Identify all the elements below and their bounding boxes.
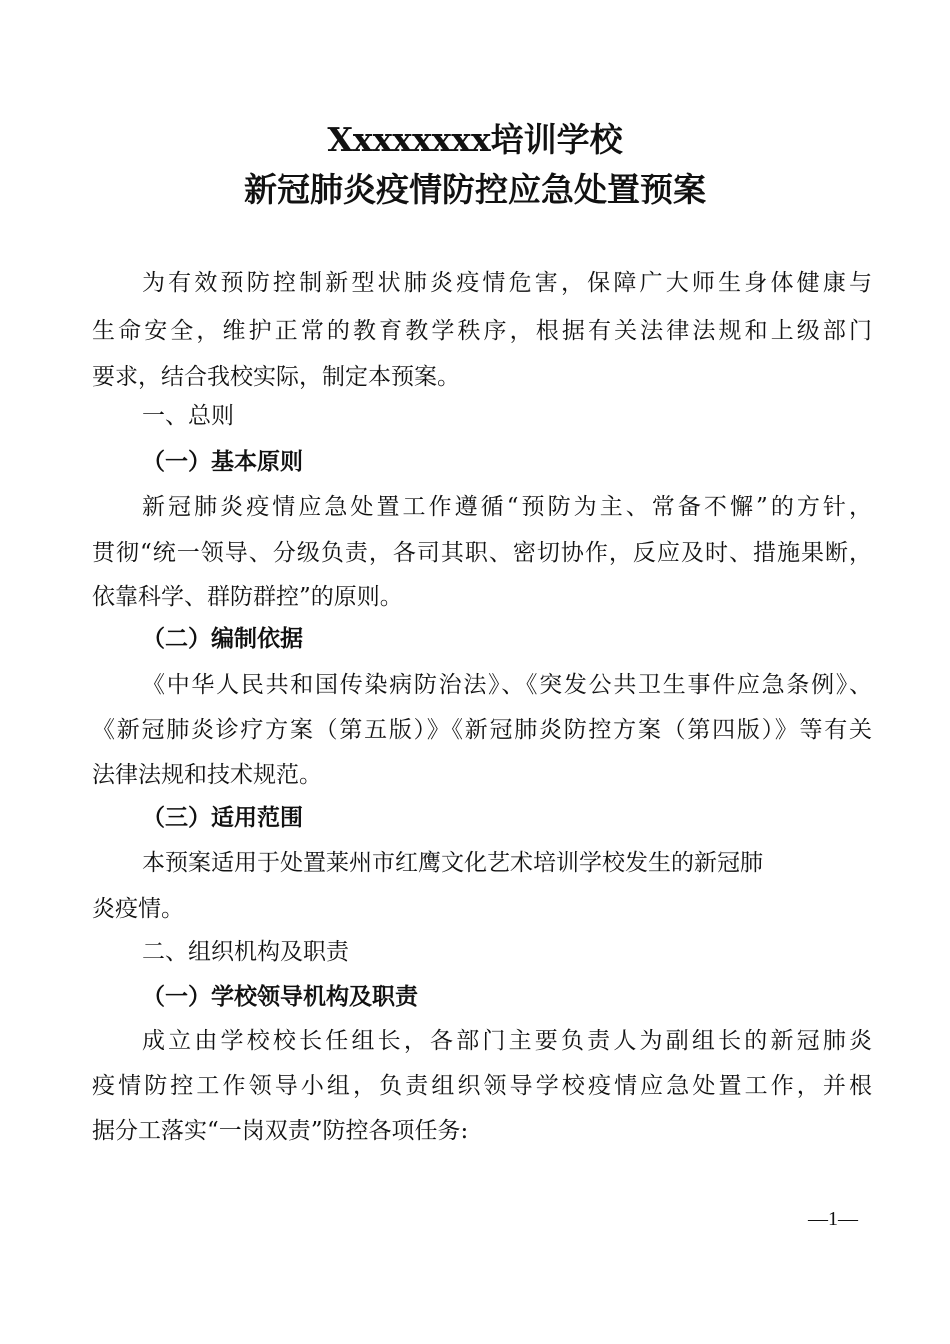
document-title-line-1: Xxxxxxxx培训学校 <box>327 120 623 159</box>
section-1-sub-1-line-1: 新冠肺炎疫情应急处置工作遵循“预防为主、常备不懈”的方针， <box>142 494 872 520</box>
section-1-heading: 一、总则 <box>142 403 234 429</box>
section-2-sub-1-line-1: 成立由学校校长任组长，各部门主要负责人为副组长的新冠肺炎 <box>142 1028 872 1054</box>
section-1-sub-2-heading: （二）编制依据 <box>142 625 303 652</box>
section-1-sub-3-heading: （三）适用范围 <box>142 804 303 831</box>
section-1-sub-3-line-2: 炎疫情。 <box>92 896 184 922</box>
section-2-sub-1-line-2: 疫情防控工作领导小组，负责组织领导学校疫情应急处置工作，并根 <box>92 1073 872 1099</box>
page-number: —1— <box>808 1208 858 1230</box>
section-1-sub-2-line-2: 《新冠肺炎诊疗方案（第五版）》《新冠肺炎防控方案（第四版）》等有关 <box>92 717 872 743</box>
section-2-heading: 二、组织机构及职责 <box>142 939 349 965</box>
intro-line-1: 为有效预防控制新型状肺炎疫情危害，保障广大师生身体健康与 <box>142 270 872 296</box>
document-title-line-2: 新冠肺炎疫情防控应急处置预案 <box>244 170 706 209</box>
section-1-sub-2-line-3: 法律法规和技术规范。 <box>92 762 322 788</box>
section-2-sub-1-heading: （一）学校领导机构及职责 <box>142 983 418 1010</box>
intro-line-2: 生命安全，维护正常的教育教学秩序，根据有关法律法规和上级部门 <box>92 318 872 344</box>
section-2-sub-1-line-3: 据分工落实“一岗双责”防控各项任务: <box>92 1118 469 1144</box>
section-1-sub-1-heading: （一）基本原则 <box>142 448 303 475</box>
section-1-sub-3-line-1: 本预案适用于处置莱州市红鹰文化艺术培训学校发生的新冠肺 <box>142 850 763 876</box>
intro-line-3: 要求，结合我校实际，制定本预案。 <box>92 364 460 390</box>
section-1-sub-1-line-3: 依靠科学、群防群控”的原则。 <box>92 584 403 610</box>
section-1-sub-2-line-1: 《中华人民共和国传染病防治法》、《突发公共卫生事件应急条例》、 <box>142 672 872 698</box>
section-1-sub-1-line-2: 贯彻“统一领导、分级负责，各司其职、密切协作，反应及时、措施果断， <box>92 540 872 566</box>
